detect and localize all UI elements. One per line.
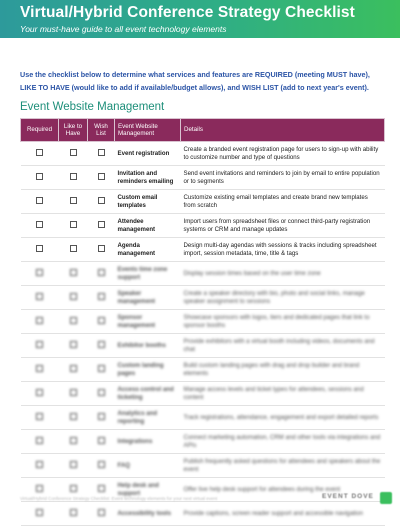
checkbox-required[interactable] xyxy=(36,317,43,324)
feature-name: Integrations xyxy=(115,430,181,454)
checkbox-like-to-have[interactable] xyxy=(70,197,77,204)
checklist-table xyxy=(20,118,385,526)
cell-like-to-have xyxy=(59,406,88,430)
section-title: Event Website Management xyxy=(20,101,165,113)
cell-required xyxy=(21,454,59,478)
cell-like-to-have xyxy=(59,358,88,382)
table-row xyxy=(21,382,385,406)
feature-name: Help desk and support xyxy=(115,478,181,502)
cell-wish-list xyxy=(88,310,115,334)
cell-wish-list xyxy=(88,286,115,310)
footer-text: Virtual/Hybrid Conference Strategy Checklist: Event technology elements for your next virtual event xyxy=(20,496,218,501)
checkbox-required[interactable] xyxy=(36,197,43,204)
checkbox-like-to-have[interactable] xyxy=(70,509,77,516)
feature-details: Send event invitations and reminders to join by email to entire population or to segments xyxy=(181,166,385,190)
table-row xyxy=(21,286,385,310)
feature-details: Design multi-day agendas with sessions & tracks including spreadsheet import, session metadata, time, title & tags xyxy=(181,238,385,262)
checkbox-required[interactable] xyxy=(36,173,43,180)
cell-required xyxy=(21,166,59,190)
cell-like-to-have xyxy=(59,454,88,478)
checkbox-like-to-have[interactable] xyxy=(70,485,77,492)
cell-wish-list xyxy=(88,262,115,286)
cell-required xyxy=(21,262,59,286)
feature-details: Create a branded event registration page for users to sign-up with ability to customize number and type of questions xyxy=(181,142,385,166)
table-row xyxy=(21,214,385,238)
checkbox-wish-list[interactable] xyxy=(98,485,105,492)
cell-wish-list xyxy=(88,358,115,382)
feature-name: Exhibitor booths xyxy=(115,334,181,358)
cell-required xyxy=(21,310,59,334)
table-row xyxy=(21,334,385,358)
cell-wish-list xyxy=(88,142,115,166)
checkbox-wish-list[interactable] xyxy=(98,341,105,348)
cell-like-to-have xyxy=(59,310,88,334)
feature-details: Create a speaker directory with bio, photo and social links, manage speaker assignment to sessions xyxy=(181,286,385,310)
column-header-details: Details xyxy=(181,119,385,142)
checkbox-required[interactable] xyxy=(36,341,43,348)
feature-name: Access control and ticketing xyxy=(115,382,181,406)
table-row xyxy=(21,142,385,166)
checkbox-like-to-have[interactable] xyxy=(70,221,77,228)
cell-wish-list xyxy=(88,406,115,430)
cell-wish-list xyxy=(88,238,115,262)
checkbox-like-to-have[interactable] xyxy=(70,317,77,324)
checkbox-like-to-have[interactable] xyxy=(70,173,77,180)
feature-details: Publish frequently asked questions for attendees and speakers about the event xyxy=(181,454,385,478)
page-title: Virtual/Hybrid Conference Strategy Checklist xyxy=(20,4,355,21)
checkbox-like-to-have[interactable] xyxy=(70,293,77,300)
checkbox-wish-list[interactable] xyxy=(98,149,105,156)
feature-name: Events time zone support xyxy=(115,262,181,286)
checkbox-required[interactable] xyxy=(36,509,43,516)
feature-details: Build custom landing pages with drag and drop builder and brand elements xyxy=(181,358,385,382)
checkbox-like-to-have[interactable] xyxy=(70,365,77,372)
feature-details: Manage access levels and ticket types for attendees, sessions and content xyxy=(181,382,385,406)
page-corner-mark xyxy=(380,492,392,504)
feature-name: Invitation and reminders emailing xyxy=(115,166,181,190)
checkbox-wish-list[interactable] xyxy=(98,389,105,396)
cell-required xyxy=(21,214,59,238)
cell-wish-list xyxy=(88,166,115,190)
brand-logo: EVENT DOVE xyxy=(322,493,374,500)
table-header-row xyxy=(21,119,385,142)
checkbox-required[interactable] xyxy=(36,149,43,156)
header-banner xyxy=(0,0,400,38)
cell-required xyxy=(21,358,59,382)
checkbox-wish-list[interactable] xyxy=(98,509,105,516)
checkbox-wish-list[interactable] xyxy=(98,173,105,180)
checkbox-wish-list[interactable] xyxy=(98,461,105,468)
cell-required xyxy=(21,430,59,454)
cell-required xyxy=(21,406,59,430)
feature-details: Connect marketing automation, CRM and other tools via integrations and APIs xyxy=(181,430,385,454)
feature-details: Import users from spreadsheet files or connect third-party registration systems or CRM and manage updates xyxy=(181,214,385,238)
feature-name: Custom landing pages xyxy=(115,358,181,382)
cell-wish-list xyxy=(88,334,115,358)
cell-like-to-have xyxy=(59,334,88,358)
checkbox-like-to-have[interactable] xyxy=(70,437,77,444)
table-row xyxy=(21,406,385,430)
checkbox-required[interactable] xyxy=(36,437,43,444)
checkbox-wish-list[interactable] xyxy=(98,437,105,444)
feature-details: Offer live help desk support for attendees during the event xyxy=(181,478,385,502)
table-row xyxy=(21,454,385,478)
table-row xyxy=(21,190,385,214)
checkbox-wish-list[interactable] xyxy=(98,269,105,276)
cell-required xyxy=(21,142,59,166)
checkbox-like-to-have[interactable] xyxy=(70,149,77,156)
cell-wish-list xyxy=(88,502,115,526)
checkbox-wish-list[interactable] xyxy=(98,293,105,300)
checkbox-wish-list[interactable] xyxy=(98,221,105,228)
cell-like-to-have xyxy=(59,382,88,406)
cell-wish-list xyxy=(88,454,115,478)
checkbox-like-to-have[interactable] xyxy=(70,461,77,468)
feature-details: Provide exhibitors with a virtual booth including videos, documents and chat xyxy=(181,334,385,358)
column-header-wish-list: Wish List xyxy=(88,119,115,142)
feature-name: Attendee management xyxy=(115,214,181,238)
cell-like-to-have xyxy=(59,262,88,286)
cell-like-to-have xyxy=(59,142,88,166)
cell-required xyxy=(21,502,59,526)
checkbox-like-to-have[interactable] xyxy=(70,245,77,252)
cell-wish-list xyxy=(88,382,115,406)
checkbox-wish-list[interactable] xyxy=(98,365,105,372)
checkbox-required[interactable] xyxy=(36,389,43,396)
cell-required xyxy=(21,334,59,358)
checkbox-required[interactable] xyxy=(36,365,43,372)
feature-details: Customize existing email templates and create brand new templates from scratch xyxy=(181,190,385,214)
cell-like-to-have xyxy=(59,430,88,454)
feature-details: Provide captions, screen reader support and accessible navigation xyxy=(181,502,385,526)
feature-details: Track registrations, attendance, engagement and export detailed reports xyxy=(181,406,385,430)
cell-like-to-have xyxy=(59,502,88,526)
cell-required xyxy=(21,238,59,262)
page-subtitle: Your must-have guide to all event technology elements xyxy=(20,24,227,34)
cell-wish-list xyxy=(88,190,115,214)
feature-name: Accessibility tools xyxy=(115,502,181,526)
cell-wish-list xyxy=(88,430,115,454)
table-row xyxy=(21,262,385,286)
cell-wish-list xyxy=(88,214,115,238)
checkbox-required[interactable] xyxy=(36,221,43,228)
checkbox-wish-list[interactable] xyxy=(98,413,105,420)
table-row xyxy=(21,430,385,454)
feature-name: Speaker management xyxy=(115,286,181,310)
checkbox-required[interactable] xyxy=(36,269,43,276)
column-header-feature: Event Website Management xyxy=(115,119,181,142)
column-header-required: Required xyxy=(21,119,59,142)
table-row xyxy=(21,166,385,190)
feature-name: Analytics and reporting xyxy=(115,406,181,430)
checkbox-wish-list[interactable] xyxy=(98,245,105,252)
checkbox-like-to-have[interactable] xyxy=(70,389,77,396)
table-row xyxy=(21,238,385,262)
checkbox-required[interactable] xyxy=(36,245,43,252)
cell-like-to-have xyxy=(59,190,88,214)
cell-required xyxy=(21,382,59,406)
feature-details: Display session times based on the user time zone xyxy=(181,262,385,286)
feature-details: Showcase sponsors with logos, tiers and dedicated pages that link to sponsor booths xyxy=(181,310,385,334)
checkbox-required[interactable] xyxy=(36,293,43,300)
checkbox-like-to-have[interactable] xyxy=(70,413,77,420)
cell-like-to-have xyxy=(59,166,88,190)
feature-name: FAQ xyxy=(115,454,181,478)
cell-like-to-have xyxy=(59,286,88,310)
table-row xyxy=(21,310,385,334)
feature-name: Agenda management xyxy=(115,238,181,262)
feature-name: Custom email templates xyxy=(115,190,181,214)
checkbox-like-to-have[interactable] xyxy=(70,341,77,348)
table-row xyxy=(21,502,385,526)
cell-required xyxy=(21,286,59,310)
cell-required xyxy=(21,190,59,214)
checkbox-wish-list[interactable] xyxy=(98,317,105,324)
feature-name: Event registration xyxy=(115,142,181,166)
checkbox-required[interactable] xyxy=(36,485,43,492)
cell-like-to-have xyxy=(59,238,88,262)
table-row xyxy=(21,358,385,382)
checkbox-wish-list[interactable] xyxy=(98,197,105,204)
checkbox-like-to-have[interactable] xyxy=(70,269,77,276)
checkbox-required[interactable] xyxy=(36,413,43,420)
cell-like-to-have xyxy=(59,214,88,238)
intro-text: Use the checklist below to determine what services and features are REQUIRED (meeting MUST have), LIKE TO HAVE (would like to add if available/budget allows), and WISH LIST (add to next year's event). xyxy=(20,70,370,92)
checkbox-required[interactable] xyxy=(36,461,43,468)
feature-name: Sponsor management xyxy=(115,310,181,334)
column-header-like-to-have: Like to Have xyxy=(59,119,88,142)
